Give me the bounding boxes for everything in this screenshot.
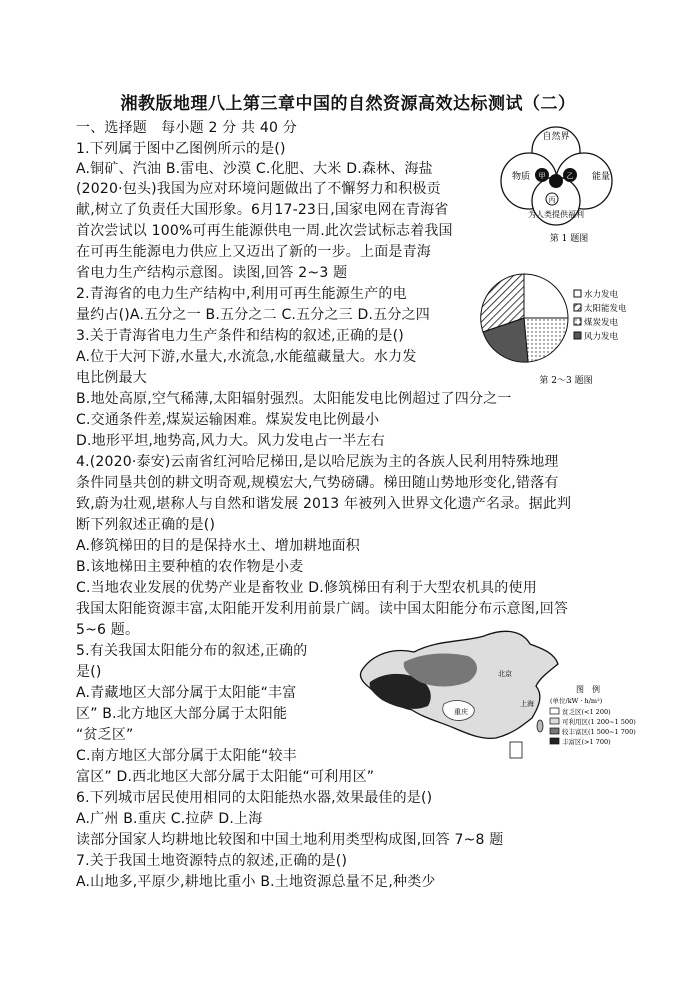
pie [481, 274, 568, 362]
question-3-option-a: A.位于大河下游,水量大,水流急,水能蕴藏量大。水力发 [76, 349, 417, 365]
slice-hydro [524, 274, 568, 318]
legend-swatch-rich [550, 738, 559, 744]
question-5-option-cd: 富区” D.西北地区大部分属于太阳能“可利用区” [76, 769, 375, 785]
legend-label-poor: 贫乏区(<1 200) [562, 708, 611, 716]
label-energy: 能量 [592, 172, 611, 182]
legend-label-relatively-rich: 较丰富区(1 500~1 700) [562, 728, 636, 736]
legend-label-hydro: 水力发电 [584, 290, 619, 300]
question-3-option-d: D.地形平坦,地势高,风力大。风力发电占一半左右 [76, 433, 385, 449]
question-4-cont: 断下列叙述正确的是() [76, 517, 216, 533]
question-3-option-c: C.交通条件差,煤炭运输困难。煤炭发电比例最小 [76, 412, 380, 428]
question-1-options: A.铜矿、汽油 B.雷电、沙漠 C.化肥、大米 D.森林、海盐 [76, 161, 433, 177]
legend-swatch-wind [574, 332, 581, 339]
place-chongqing: 重庆 [454, 708, 468, 716]
center-marker [549, 174, 563, 188]
question-3: 3.关于青海省电力生产条件和结构的叙述,正确的是() [76, 328, 404, 344]
label-yi: 乙 [566, 172, 574, 180]
legend-unit: (单位/kW · h/m²) [550, 697, 603, 705]
label-matter: 物质 [512, 172, 531, 182]
legend-swatch-coal [574, 318, 581, 325]
question-4-option-a: A.修筑梯田的目的是保持水土、增加耕地面积 [76, 538, 360, 554]
question-5-option-c: C.南方地区大部分属于太阳能“较丰 [76, 748, 297, 764]
question-3-option-a-cont: 电比例最大 [76, 370, 147, 386]
place-shanghai: 上海 [520, 700, 534, 708]
question-7-options: A.山地多,平原少,耕地比重小 B.土地资源总量不足,种类少 [76, 874, 436, 890]
question-6: 6.下列城市居民使用相同的太阳能热水器,效果最佳的是() [76, 790, 433, 806]
label-jia: 甲 [538, 172, 546, 180]
question-2: 2.青海省的电力生产结构中,利用可再生能源生产的电 [76, 286, 407, 302]
question-7: 7.关于我国土地资源特点的叙述,正确的是() [76, 853, 348, 869]
question-5-option-a: A.青藏地区大部分属于太阳能“丰富 [76, 685, 297, 701]
passage-line: 首次尝试以 100%可再生能源供电一周.此次尝试标志着我国 [76, 223, 453, 239]
legend-label-solar: 太阳能发电 [584, 304, 627, 314]
passage-land: 读部分国家人均耕地比较图和中国土地利用类型构成图,回答 7~8 题 [76, 832, 504, 848]
passage-line: 省电力生产结构示意图。读图,回答 2~3 题 [76, 265, 348, 281]
legend-swatch-relatively-rich [550, 728, 559, 734]
legend-label-usable: 可利用区(1 200~1 500) [562, 718, 636, 726]
label-bing: 丙 [548, 196, 556, 204]
question-5-cont: 是() [76, 664, 102, 680]
taiwan-island [537, 720, 543, 732]
passage-line: (2020·包头)我国为应对环境问题做出了不懈努力和积极贡 [76, 181, 441, 197]
place-beijing: 北京 [498, 670, 512, 678]
question-2-options: 量约占()A.五分之一 B.五分之二 C.五分之三 D.五分之四 [76, 307, 430, 323]
question-4-option-b: B.该地梯田主要种植的农作物是小麦 [76, 559, 304, 575]
legend-swatch-poor [550, 708, 559, 714]
label-nature: 自然界 [542, 132, 570, 142]
figure-1-caption: 第 1 题图 [549, 234, 589, 244]
question-4-option-cd: C.当地农业发展的优势产业是畜牧业 D.修筑梯田有利于大型农机具的使用 [76, 580, 537, 596]
figure-2-caption: 第 2～3 题图 [539, 376, 593, 386]
figure-1-venn-diagram [494, 125, 634, 250]
slice-coal [524, 318, 568, 362]
question-4-cont: 条件同垦共创的耕文明奇观,规模宏大,气势磅礴。梯田随山势地形变化,错落有 [76, 475, 559, 491]
passage-solar-cont: 5~6 题。 [76, 622, 140, 638]
question-4-cont: 致,蔚为壮观,堪称人与自然和谐发展 2013 年被列入世界文化遗产名录。据此判 [76, 496, 572, 512]
passage-line: 献,树立了负责任大国形象。6月17-23日,国家电网在青海省 [76, 202, 449, 218]
south-china-sea-inset [510, 742, 522, 758]
section-heading: 一、选择题 每小题 2 分 共 40 分 [76, 120, 297, 136]
passage-solar: 我国太阳能资源丰富,太阳能开发利用前景广阔。读中国太阳能分布示意图,回答 [76, 601, 569, 617]
question-4: 4.(2020·泰安)云南省红河哈尼梯田,是以哈尼族为主的各族人民利用特殊地理 [76, 454, 559, 470]
legend-label-rich: 丰富区(>1 700) [562, 738, 611, 746]
question-5-option-ab: 区” B.北方地区大部分属于太阳能 [76, 706, 288, 722]
legend-title: 图 例 [576, 685, 600, 694]
question-1: 1.下列属于图中乙图例所示的是() [76, 141, 286, 157]
legend-label-wind: 风力发电 [584, 332, 619, 342]
question-5-option-b-cont: “贫乏区” [76, 727, 134, 743]
legend-label-coal: 煤炭发电 [584, 318, 619, 328]
page-title: 湘教版地理八上第三章中国的自然资源高效达标测试（二） [120, 94, 576, 114]
question-5: 5.有关我国太阳能分布的叙述,正确的 [76, 643, 308, 659]
figure-3-solar-map [344, 622, 638, 762]
legend-swatch-solar [574, 304, 581, 311]
legend-swatch-hydro [574, 290, 581, 297]
question-6-options: A.广州 B.重庆 C.拉萨 D.上海 [76, 811, 263, 827]
passage-line: 在可再生能源电力供应上又迈出了新的一步。上面是青海 [76, 244, 431, 260]
question-3-option-b: B.地处高原,空气稀薄,太阳辐射强烈。太阳能发电比例超过了四分之一 [76, 391, 512, 407]
figure-2-pie-chart [466, 266, 648, 390]
label-welfare: 为人类提供福利 [528, 210, 584, 219]
legend-swatch-usable [550, 718, 559, 724]
